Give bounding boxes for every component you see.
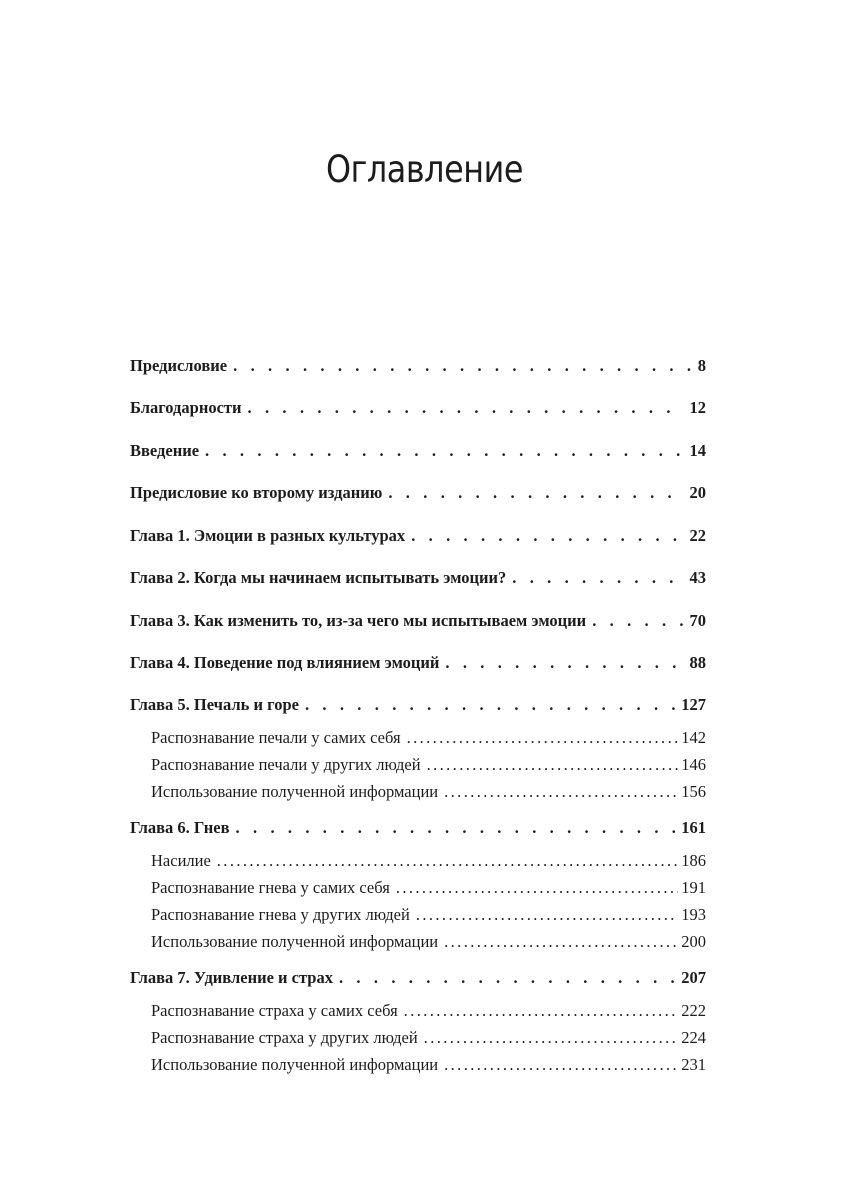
dot-leader <box>427 755 679 775</box>
dot-leader <box>236 818 676 838</box>
toc-entry-page: 222 <box>681 1001 706 1020</box>
dot-leader <box>205 441 683 461</box>
page-title: Оглавление <box>325 148 524 191</box>
dot-leader <box>339 968 675 988</box>
dot-leader <box>444 932 678 952</box>
toc-entry-label: Распознавание страха у самих себя <box>151 1001 398 1020</box>
toc-entry[interactable] <box>130 968 706 988</box>
toc-entry-page: 20 <box>689 483 706 502</box>
toc-entry-label: Распознавание печали у самих себя <box>151 728 401 747</box>
toc-entry[interactable] <box>130 398 706 418</box>
toc-entry-page: 193 <box>681 905 706 924</box>
dot-leader <box>404 1001 679 1021</box>
toc-entry-page: 224 <box>681 1028 706 1047</box>
dot-leader <box>445 653 683 673</box>
toc-entry-page: 70 <box>689 611 706 630</box>
dot-leader <box>396 878 678 898</box>
toc-subentry[interactable] <box>151 1028 706 1048</box>
toc-entry[interactable] <box>130 695 706 715</box>
toc-entry-label: Использование полученной информации <box>151 782 439 801</box>
toc-entry-page: 12 <box>689 398 706 417</box>
toc-entry-label: Предисловие <box>130 356 228 375</box>
toc-entry-page: 207 <box>681 968 706 987</box>
toc-entry-page: 14 <box>689 441 706 460</box>
toc-entry-label: Глава 7. Удивление и страх <box>130 968 333 987</box>
toc-entry-label: Распознавание страха у других людей <box>151 1028 418 1047</box>
dot-leader <box>424 1028 679 1048</box>
toc-entry-label: Распознавание гнева у других людей <box>151 905 410 924</box>
dot-leader <box>388 483 683 503</box>
toc-entry-page: 142 <box>681 728 706 747</box>
toc-entry[interactable] <box>130 611 706 631</box>
toc-entry-page: 43 <box>689 568 706 587</box>
toc-subentry[interactable] <box>151 782 706 802</box>
toc-entry-page: 186 <box>681 851 706 870</box>
toc-subentry[interactable] <box>151 1055 706 1075</box>
dot-leader <box>305 695 675 715</box>
toc-subentry[interactable] <box>151 728 706 748</box>
toc-entry-label: Глава 3. Как изменить то, из-за чего мы испытываем эмоции <box>130 611 587 630</box>
dot-leader <box>416 905 678 925</box>
toc-entry-label: Глава 2. Когда мы начинаем испытывать эмоции? <box>130 568 507 587</box>
dot-leader <box>411 526 683 546</box>
dot-leader <box>444 1055 678 1075</box>
toc-entry-label: Использование полученной информации <box>151 932 439 951</box>
dot-leader <box>217 851 678 871</box>
toc-entry-page: 200 <box>681 932 706 951</box>
dot-leader <box>407 728 679 748</box>
dot-leader <box>248 398 684 418</box>
toc-entry-label: Распознавание печали у других людей <box>151 755 421 774</box>
toc-entry-label: Предисловие ко второму изданию <box>130 483 383 502</box>
toc-subentry[interactable] <box>151 878 706 898</box>
toc-entry-page: 231 <box>681 1055 706 1074</box>
dot-leader <box>444 782 678 802</box>
toc-entry-page: 88 <box>689 653 706 672</box>
toc-entry-page: 127 <box>681 695 706 714</box>
dot-leader <box>233 356 692 376</box>
dot-leader <box>512 568 683 588</box>
toc-entry-page: 161 <box>681 818 706 837</box>
toc-entry-label: Введение <box>130 441 200 460</box>
toc-entry-label: Благодарности <box>130 398 242 417</box>
toc-entry[interactable] <box>130 441 706 461</box>
toc-entry-page: 8 <box>697 356 706 375</box>
toc-entry-label: Использование полученной информации <box>151 1055 439 1074</box>
toc-entry-label: Глава 1. Эмоции в разных культурах <box>130 526 406 545</box>
toc-entry-label: Насилие <box>151 851 211 870</box>
toc-subentry[interactable] <box>151 851 706 871</box>
dot-leader <box>592 611 683 631</box>
toc-entry-label: Глава 4. Поведение под влиянием эмоций <box>130 653 440 672</box>
toc-entry-label: Глава 5. Печаль и горе <box>130 695 299 714</box>
toc-subentry[interactable] <box>151 932 706 952</box>
toc-entry-page: 22 <box>689 526 706 545</box>
toc-entry-page: 191 <box>681 878 706 897</box>
toc-entry[interactable] <box>130 653 706 673</box>
toc-entry-page: 146 <box>681 755 706 774</box>
toc-subentry[interactable] <box>151 755 706 775</box>
toc-subentry[interactable] <box>151 905 706 925</box>
toc-entry[interactable] <box>130 568 706 588</box>
toc-subentry[interactable] <box>151 1001 706 1021</box>
toc-entry[interactable] <box>130 526 706 546</box>
toc-entry-page: 156 <box>681 782 706 801</box>
toc-entry-label: Глава 6. Гнев <box>130 818 230 837</box>
toc-entry-label: Распознавание гнева у самих себя <box>151 878 390 897</box>
toc-entry[interactable] <box>130 483 706 503</box>
toc-entry[interactable] <box>130 356 706 376</box>
toc-entry[interactable] <box>130 818 706 838</box>
